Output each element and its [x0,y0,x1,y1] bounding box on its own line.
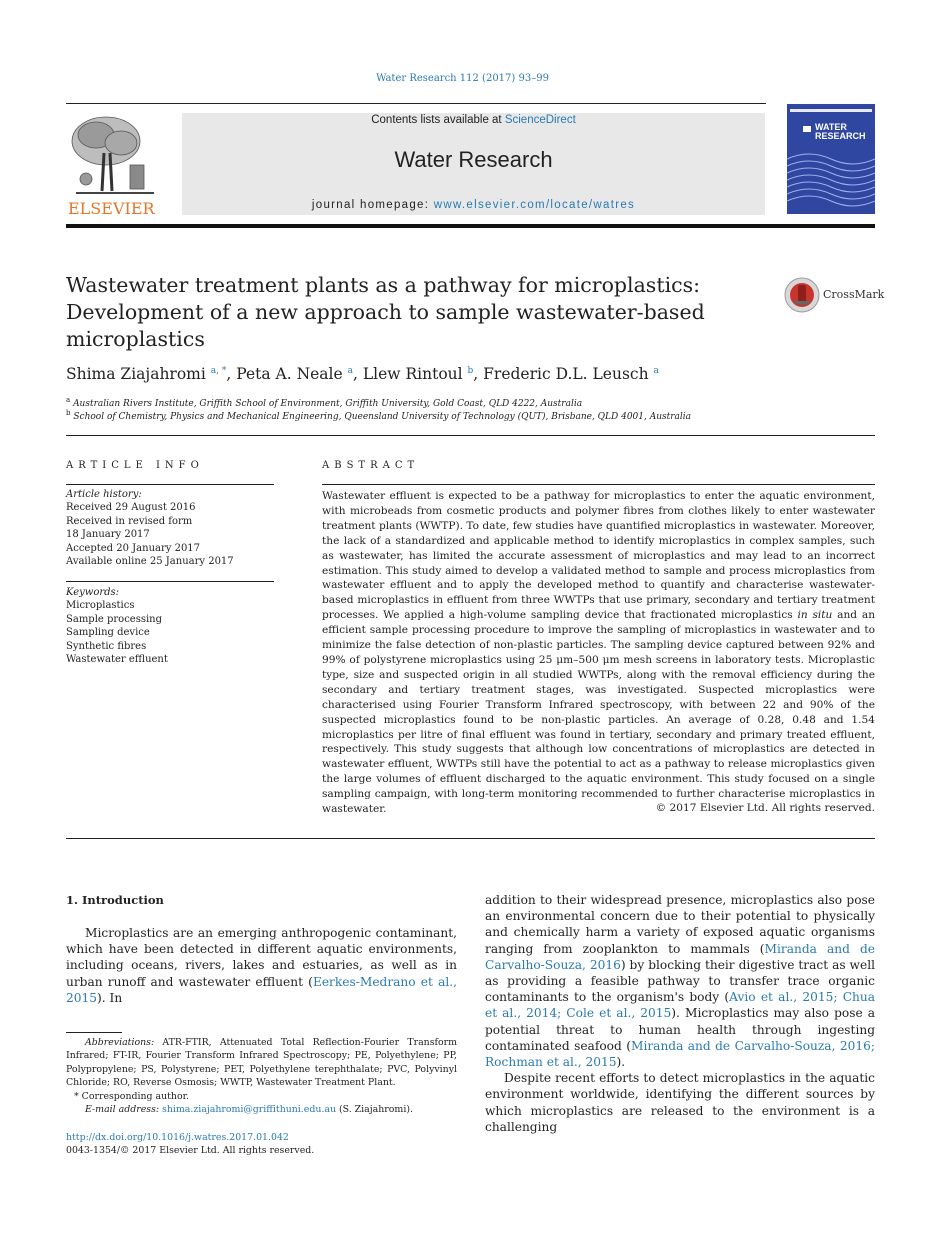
info-rule [66,484,274,485]
journal-cover[interactable] [787,104,875,214]
author-list [66,365,659,383]
text: ). [616,1055,626,1070]
keyword: Synthetic fibres [66,640,147,652]
reference-link[interactable]: Miranda and de Carvalho-Souza, 2016; Rochman et al., 2015 [485,1038,875,1070]
crossmark-icon [784,277,820,313]
keyword: Microplastics [66,600,135,612]
author-affiliation-mark[interactable]: a, * [210,365,227,376]
abbreviations-footnote [66,1036,457,1090]
keywords-label: Keywords: [66,587,120,598]
doi-link[interactable]: http://dx.doi.org/10.1016/j.watres.2017.01.042 [66,1132,289,1143]
author-separator: , [353,365,363,383]
elsevier-tree-icon [66,113,160,217]
footnotes [66,1036,457,1116]
journal-citation[interactable]: Water Research 112 (2017) 93–99 [376,73,549,84]
history-item: Received in revised form [66,515,193,527]
article-history [66,488,276,568]
abstract-italic: in situ [797,609,833,622]
journal-header [182,113,765,215]
iwa-logo-icon [803,126,811,132]
history-item: 18 January 2017 [66,529,150,541]
homepage-link[interactable]: www.elsevier.com/locate/watres [433,199,636,211]
keyword: Wastewater effluent [66,654,168,666]
section-rule [66,435,875,436]
sciencedirect-link[interactable]: ScienceDirect [504,114,576,126]
history-label: Article history: [66,489,142,500]
reference-link[interactable]: Miranda and de Carvalho-Souza, 2016 [485,941,875,972]
contents-line [182,114,765,126]
history-item: Received 29 August 2016 [66,502,196,514]
title-line: microplastics [66,327,205,351]
abstract-heading: ABSTRACT [322,460,420,471]
cover-image [787,104,875,214]
issn-line: 0043-1354/© 2017 Elsevier Ltd. All rights reserved. [66,1145,315,1156]
article-info-heading: ARTICLE INFO [66,460,204,471]
paragraph: Despite recent efforts to detect microplastics in the aquatic environment worldwide, identifying the different sources by which microplastics are released to the environment is a challenging [485,1071,875,1134]
affiliation [66,396,582,409]
text: addition to their widespread presence, microplastics also pose an environmental concern due to their potential to physically and chemically harm a variety of exposed aquatic organisms ranging from zooplankton to mammals ( [485,893,875,956]
affiliation-text: School of Chemistry, Physics and Mechanical Engineering, Queensland University of Technology (QUT), Brisbane, QLD 4001, Australia [73,412,692,422]
footnote-rule [66,1032,122,1033]
intro-left-column [66,925,457,1006]
author-name[interactable]: Shima Ziajahromi [66,365,206,383]
author-separator: , [473,365,484,383]
email-label: E-mail address: [85,1104,160,1116]
reference-link[interactable]: Eerkes-Medrano et al., 2015 [66,974,457,1005]
crossmark-label: CrossMark [823,288,885,301]
section-heading: 1. Introduction [66,893,164,907]
keywords [66,586,276,666]
abstract-text [322,489,875,817]
abstract-copyright: © 2017 Elsevier Ltd. All rights reserved. [655,802,875,814]
abbreviations-text: ATR-FTIR, Attenuated Total Reflection-Fourier Transform Infrared; FT-IR, Fourier Transform Infrared Spectroscopy; PE, Polyethylene; PP, Polypropylene; PS, Polystyrene; PET, Polyethylene terephthalate; PVC, Polyvinyl Chloride; RO, Reverse Osmosis; WWTP, Wastewater Treatment Plant. [66,1037,457,1089]
email-link[interactable]: shima.ziajahromi@griffithuni.edu.au [162,1104,336,1116]
author-name[interactable]: Frederic D.L. Leusch [483,365,649,383]
author-affiliation-mark[interactable]: a [347,365,353,376]
abstract-rule [322,484,875,485]
info-rule [66,581,274,582]
text: ). In [97,990,123,1005]
paragraph [66,925,457,1006]
crossmark-badge[interactable] [784,277,885,313]
text: Microplastics are an emerging anthropogenic contaminant, which have been detected in different aquatic environments, including oceans, rivers, lakes and estuaries, as well as in urban runoff and wastewater effluent ( [66,926,457,989]
abstract-part: Wastewater effluent is expected to be a pathway for microplastics to enter the aquatic environment, with microbeads from cosmetic products and polymer fibres from clothes likely to enter wastewater treatment plants (WWTP). To date, few studies have quantified microplastics in wastewater. Moreover, the lack of a standardized and applicable method to identify microplastics in complex samples, such as wastewater, has limited the accurate assessment of microplastics and may lead to an incorrect estimation. This study aimed to develop a validated method to sample and process microplastics from wastewater effluent and to apply the developed method to quantify and characterise wastewater-based microplastics in effluent from three WWTPs that use primary, secondary and tertiary treatment processes. We applied a high-volume sampling device that fractionated microplastics [322,490,875,622]
section-rule [66,838,875,839]
abstract-part: and an efficient sample processing procedure to improve the sampling of microplastics in wastewater and to minimize the false detection of non-plastic particles. The sampling device captured between 92% and 99% of polystyrene microplastics using 25 μm–500 μm mesh screens in laboratory tests. Microplastic type, size and suspected origin in all studied WWTPs, along with the removal efficiency during the secondary and tertiary treatment stages, was investigated. Suspected microplastics were characterised using Fourier Transform Infrared spectroscopy, with between 22 and 90% of the suspected microplastics found to be non-plastic particles. An average of 0.28, 0.48 and 1.54 microplastics per litre of final effluent was found in tertiary, secondary and primary treated effluent, respectively. This study suggests that although low concentrations of microplastics are detected in wastewater effluent, WWTPs still have the potential to act as a pathway to release microplastics given the large volumes of effluent discharged to the aquatic environment. This study focused on a single sampling campaign, with long-term monitoring recommended to further characterise microplastics in wastewater. [322,609,876,816]
text: ). Microplastics may also pose a potential threat to human health through ingesting contaminated seafood ( [485,1006,875,1053]
author-separator: , [226,365,237,383]
intro-right-column [485,892,875,1135]
author-affiliation-mark[interactable]: a [653,365,659,376]
email-suffix: (S. Ziajahromi). [335,1104,413,1116]
affiliation-text: Australian Rivers Institute, Griffith School of Environment, Griffith University, Gold Coast, QLD 4222, Australia [73,399,583,409]
elsevier-logo [66,113,160,217]
homepage-prefix: journal homepage: [311,199,434,211]
author-name[interactable]: Llew Rintoul [362,365,463,383]
cover-title-line1: WATER [815,122,847,132]
keyword: Sampling device [66,627,150,639]
author-name[interactable]: Peta A. Neale [236,365,343,383]
homepage-line [182,199,765,211]
corresponding-footnote: * Corresponding author. [74,1090,190,1102]
history-item: Available online 25 January 2017 [66,556,234,568]
keyword: Sample processing [66,613,163,625]
cover-title-line2: RESEARCH [815,131,866,141]
affiliation-mark: a [66,396,71,404]
affiliation-mark: b [66,409,71,417]
title-line: Wastewater treatment plants as a pathway for microplastics: [66,273,701,297]
top-rule [66,103,766,104]
article-title [66,272,756,353]
text: ) by blocking their digestive tract as well as providing a feasible pathway to transfer trace organic contaminants to the organism's body ( [485,957,875,1005]
email-footnote [66,1103,457,1116]
journal-title: Water Research [394,147,553,172]
abbreviations-label: Abbreviations: [85,1037,155,1048]
paragraph [485,892,875,1070]
header-thick-rule [66,224,875,228]
publisher-name: ELSEVIER [68,199,155,217]
history-item: Accepted 20 January 2017 [66,542,201,554]
author-affiliation-mark[interactable]: b [467,365,474,376]
title-line: Development of a new approach to sample wastewater-based [66,300,705,324]
affiliation [66,409,691,422]
reference-link[interactable]: Avio et al., 2015; Chua et al., 2014; Cole et al., 2015 [485,990,876,1021]
contents-prefix: Contents lists available at [371,114,505,126]
